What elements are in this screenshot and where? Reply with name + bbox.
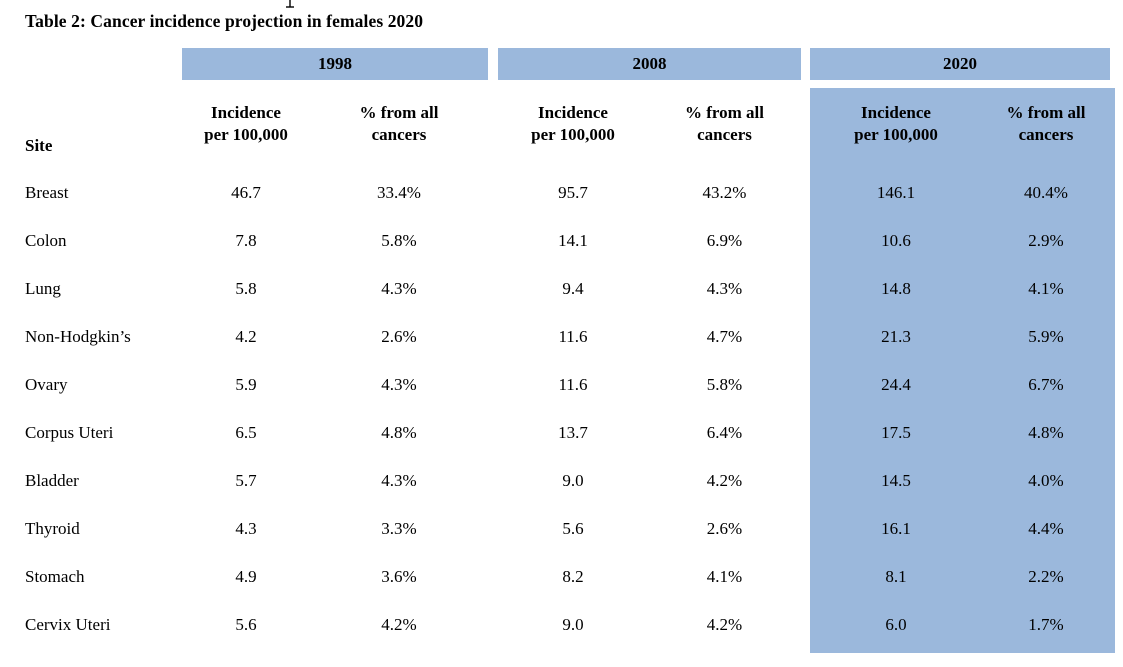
cell-2008-percent: 4.7% <box>706 327 743 346</box>
cell-1998-percent: 4.3% <box>381 375 417 394</box>
column-gap <box>801 457 810 505</box>
cell-2008-percent: 5.8% <box>706 375 743 394</box>
header-1998-percent <box>310 102 488 146</box>
site-cell: Ovary <box>25 375 68 394</box>
column-gap <box>801 505 810 553</box>
site-cell: Cervix Uteri <box>25 615 111 634</box>
cell-2008-percent: 43.2% <box>702 183 747 202</box>
cell-2020-incidence: 8.1 <box>885 567 907 586</box>
header-line: cancers <box>697 125 752 144</box>
cell-2008-incidence: 95.7 <box>558 183 588 202</box>
cell-2020-percent: 2.2% <box>1028 567 1064 586</box>
cell-2020-incidence: 6.0 <box>885 615 907 634</box>
cell-1998-percent: 33.4% <box>377 183 421 202</box>
table-row <box>0 601 1110 649</box>
column-gap <box>801 217 810 265</box>
table-body <box>0 169 1110 649</box>
table-row <box>0 169 1110 217</box>
cell-1998-percent: 4.3% <box>381 279 417 298</box>
cell-1998-incidence: 7.8 <box>235 231 257 250</box>
header-line: per 100,000 <box>204 125 288 144</box>
text-cursor-icon <box>283 0 297 10</box>
cell-2008-percent: 4.2% <box>706 471 743 490</box>
header-2008-incidence <box>498 102 648 146</box>
cell-2020-percent: 4.8% <box>1028 423 1064 442</box>
cell-2008-incidence: 14.1 <box>558 231 588 250</box>
column-gap <box>801 553 810 601</box>
header-line: Incidence <box>861 103 931 123</box>
site-cell: Breast <box>25 183 69 202</box>
cell-1998-incidence: 6.5 <box>235 423 257 442</box>
column-gap <box>488 313 498 361</box>
cell-2020-incidence: 14.5 <box>881 471 911 490</box>
cell-2008-incidence: 9.4 <box>562 279 584 298</box>
column-gap <box>488 457 498 505</box>
table-row <box>0 409 1110 457</box>
cell-2008-percent: 4.1% <box>706 567 743 586</box>
cell-2020-incidence: 10.6 <box>881 231 911 250</box>
year-band-2008: 2008 <box>498 48 801 80</box>
cell-2020-incidence: 17.5 <box>881 423 911 442</box>
column-gap <box>488 553 498 601</box>
cell-1998-percent: 5.8% <box>381 231 417 250</box>
cell-2020-percent: 5.9% <box>1028 327 1064 346</box>
site-cell: Thyroid <box>25 519 80 538</box>
column-gap <box>488 409 498 457</box>
table-row <box>0 457 1110 505</box>
cell-2020-percent: 6.7% <box>1028 375 1064 394</box>
cell-1998-percent: 4.8% <box>381 423 417 442</box>
column-gap <box>488 265 498 313</box>
column-gap <box>801 169 810 217</box>
header-line: Incidence <box>211 103 281 123</box>
site-cell: Bladder <box>25 471 79 490</box>
cell-1998-incidence: 4.3 <box>235 519 257 538</box>
header-line: % from all <box>684 103 764 123</box>
header-line: per 100,000 <box>854 125 938 144</box>
cell-2008-incidence: 5.6 <box>562 519 584 538</box>
cell-2008-incidence: 13.7 <box>558 423 588 442</box>
column-gap <box>488 217 498 265</box>
column-gap <box>801 409 810 457</box>
cell-1998-percent: 3.3% <box>381 519 417 538</box>
year-band-1998: 1998 <box>182 48 488 80</box>
column-gap <box>801 265 810 313</box>
cell-1998-percent: 4.2% <box>381 615 417 634</box>
header-line: cancers <box>371 125 427 144</box>
cell-2008-percent: 4.3% <box>706 279 743 298</box>
cell-2008-percent: 6.9% <box>706 231 743 250</box>
cell-2008-incidence: 9.0 <box>562 471 584 490</box>
cell-2020-percent: 4.1% <box>1028 279 1064 298</box>
table-row <box>0 505 1110 553</box>
column-gap <box>488 601 498 649</box>
cell-1998-incidence: 46.7 <box>231 183 261 202</box>
cell-2020-percent: 4.0% <box>1028 471 1064 490</box>
site-cell: Lung <box>25 279 61 298</box>
header-line: Incidence <box>538 103 608 123</box>
cell-1998-percent: 3.6% <box>381 567 417 586</box>
table-row <box>0 313 1110 361</box>
site-cell: Stomach <box>25 567 85 586</box>
column-gap <box>488 361 498 409</box>
table-row <box>0 265 1110 313</box>
site-cell: Non-Hodgkin’s <box>25 327 131 346</box>
column-gap <box>801 601 810 649</box>
header-line: per 100,000 <box>531 125 615 144</box>
cell-1998-incidence: 5.7 <box>235 471 257 490</box>
cell-1998-incidence: 4.2 <box>235 327 257 346</box>
header-2020-incidence <box>810 102 982 146</box>
cell-1998-incidence: 4.9 <box>235 567 257 586</box>
site-column-header: Site <box>25 136 53 155</box>
table-caption: Table 2: Cancer incidence projection in females 2020 <box>25 11 424 31</box>
cell-2020-incidence: 146.1 <box>876 183 916 202</box>
cell-2008-incidence: 8.2 <box>562 567 584 586</box>
cell-2020-percent: 2.9% <box>1028 231 1064 250</box>
cell-2020-incidence: 21.3 <box>881 327 911 346</box>
cell-2008-incidence: 11.6 <box>558 375 588 394</box>
cell-1998-incidence: 5.8 <box>235 279 257 298</box>
table-row <box>0 361 1110 409</box>
column-gap <box>488 169 498 217</box>
header-line: cancers <box>1018 125 1074 144</box>
cell-1998-percent: 2.6% <box>381 327 417 346</box>
cell-2020-incidence: 16.1 <box>881 519 911 538</box>
cell-2008-incidence: 11.6 <box>558 327 588 346</box>
column-gap <box>801 361 810 409</box>
header-2008-percent <box>648 102 801 146</box>
cell-2020-percent: 40.4% <box>1024 183 1068 202</box>
column-gap <box>801 313 810 361</box>
cell-2020-incidence: 24.4 <box>881 375 911 394</box>
column-gap <box>488 505 498 553</box>
site-cell: Corpus Uteri <box>25 423 114 442</box>
table-row <box>0 553 1110 601</box>
column-header-row <box>0 88 1110 160</box>
cell-1998-percent: 4.3% <box>381 471 417 490</box>
cell-2008-percent: 6.4% <box>706 423 743 442</box>
cell-1998-incidence: 5.6 <box>235 615 257 634</box>
cell-2020-incidence: 14.8 <box>881 279 911 298</box>
cell-2020-percent: 1.7% <box>1028 615 1064 634</box>
header-line: % from all <box>1006 103 1086 123</box>
header-line: % from all <box>359 103 439 123</box>
cell-2020-percent: 4.4% <box>1028 519 1064 538</box>
site-cell: Colon <box>25 231 67 250</box>
cell-2008-percent: 2.6% <box>706 519 743 538</box>
table-row <box>0 217 1110 265</box>
year-band-2020: 2020 <box>810 48 1110 80</box>
header-1998-incidence <box>182 102 310 146</box>
cell-2008-percent: 4.2% <box>706 615 743 634</box>
cell-1998-incidence: 5.9 <box>235 375 257 394</box>
header-2020-percent <box>982 102 1110 146</box>
cell-2008-incidence: 9.0 <box>562 615 584 634</box>
